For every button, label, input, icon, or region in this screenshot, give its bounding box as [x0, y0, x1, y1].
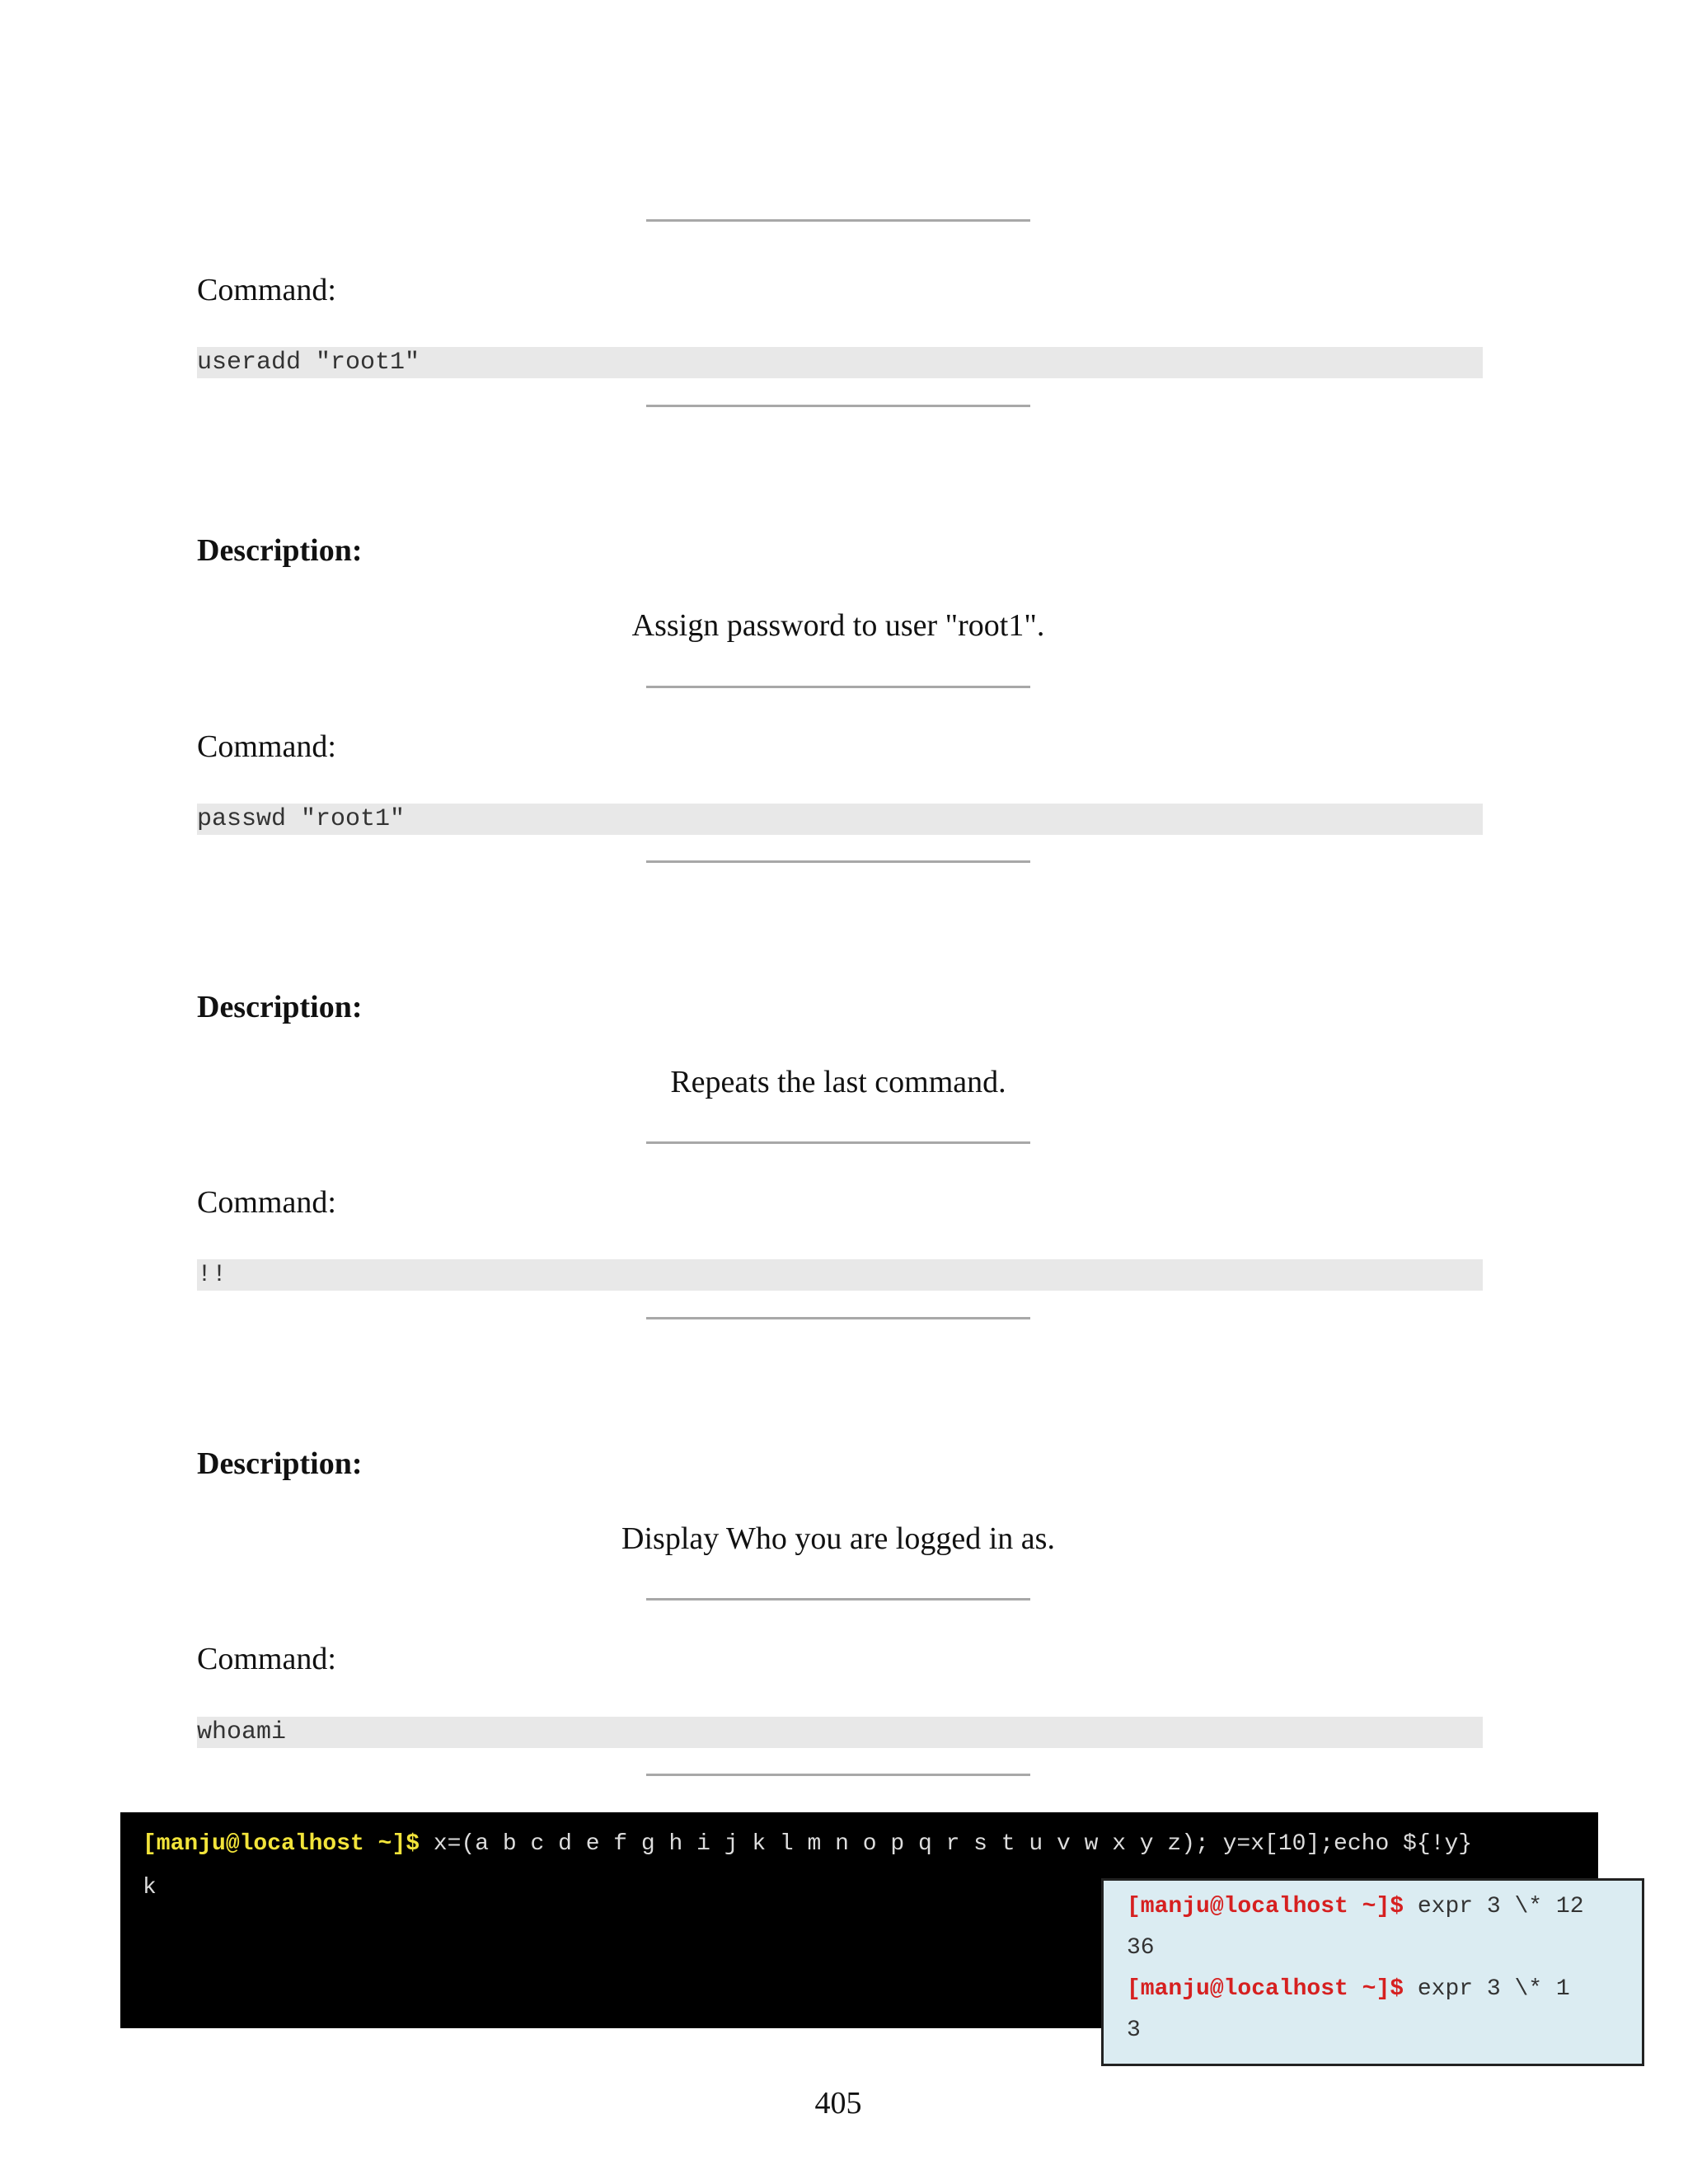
popup-output: 36: [1127, 1935, 1155, 1961]
description-label: Description:: [197, 533, 363, 568]
command-code: passwd "root1": [197, 804, 1483, 835]
divider-rule: [646, 686, 1030, 688]
description-text: Repeats the last command.: [670, 1065, 1006, 1099]
popup-command: expr 3 \* 1: [1404, 1976, 1570, 2002]
command-label: Command:: [197, 273, 336, 307]
description-text: Assign password to user "root1".: [631, 608, 1045, 643]
expr-terminal-box: [1101, 1878, 1644, 2066]
divider-rule: [646, 1774, 1030, 1776]
command-code: useradd "root1": [197, 347, 1483, 378]
description-label: Description:: [197, 990, 363, 1024]
command-label: Command:: [197, 1642, 336, 1676]
popup-command-line: [1127, 1891, 1584, 1924]
divider-rule: [646, 860, 1030, 863]
popup-command: expr 3 \* 12: [1404, 1894, 1584, 1919]
divider-rule: [646, 1141, 1030, 1144]
description-label: Description:: [197, 1446, 363, 1481]
divider-rule: [646, 405, 1030, 407]
divider-rule: [646, 1598, 1030, 1601]
command-label: Command:: [197, 1185, 336, 1220]
command-label: Command:: [197, 729, 336, 764]
popup-prompt: [manju@localhost ~]$: [1127, 1976, 1404, 2002]
popup-output: 3: [1127, 2018, 1141, 2043]
popup-command-line: [1127, 1973, 1570, 2006]
command-code: !!: [197, 1259, 1483, 1291]
terminal-command-line: [143, 1829, 1472, 1860]
terminal-output: k: [143, 1875, 157, 1900]
terminal-prompt: [manju@localhost ~]$: [143, 1831, 420, 1857]
divider-rule: [646, 219, 1030, 222]
description-text: Display Who you are logged in as.: [621, 1521, 1055, 1556]
popup-prompt: [manju@localhost ~]$: [1127, 1894, 1404, 1919]
page-number: 405: [814, 2086, 862, 2121]
command-code: whoami: [197, 1717, 1483, 1748]
terminal-command: x=(a b c d e f g h i j k l m n o p q r s t u v w x y z); y=x[10];echo ${!y}: [420, 1831, 1473, 1857]
divider-rule: [646, 1317, 1030, 1319]
